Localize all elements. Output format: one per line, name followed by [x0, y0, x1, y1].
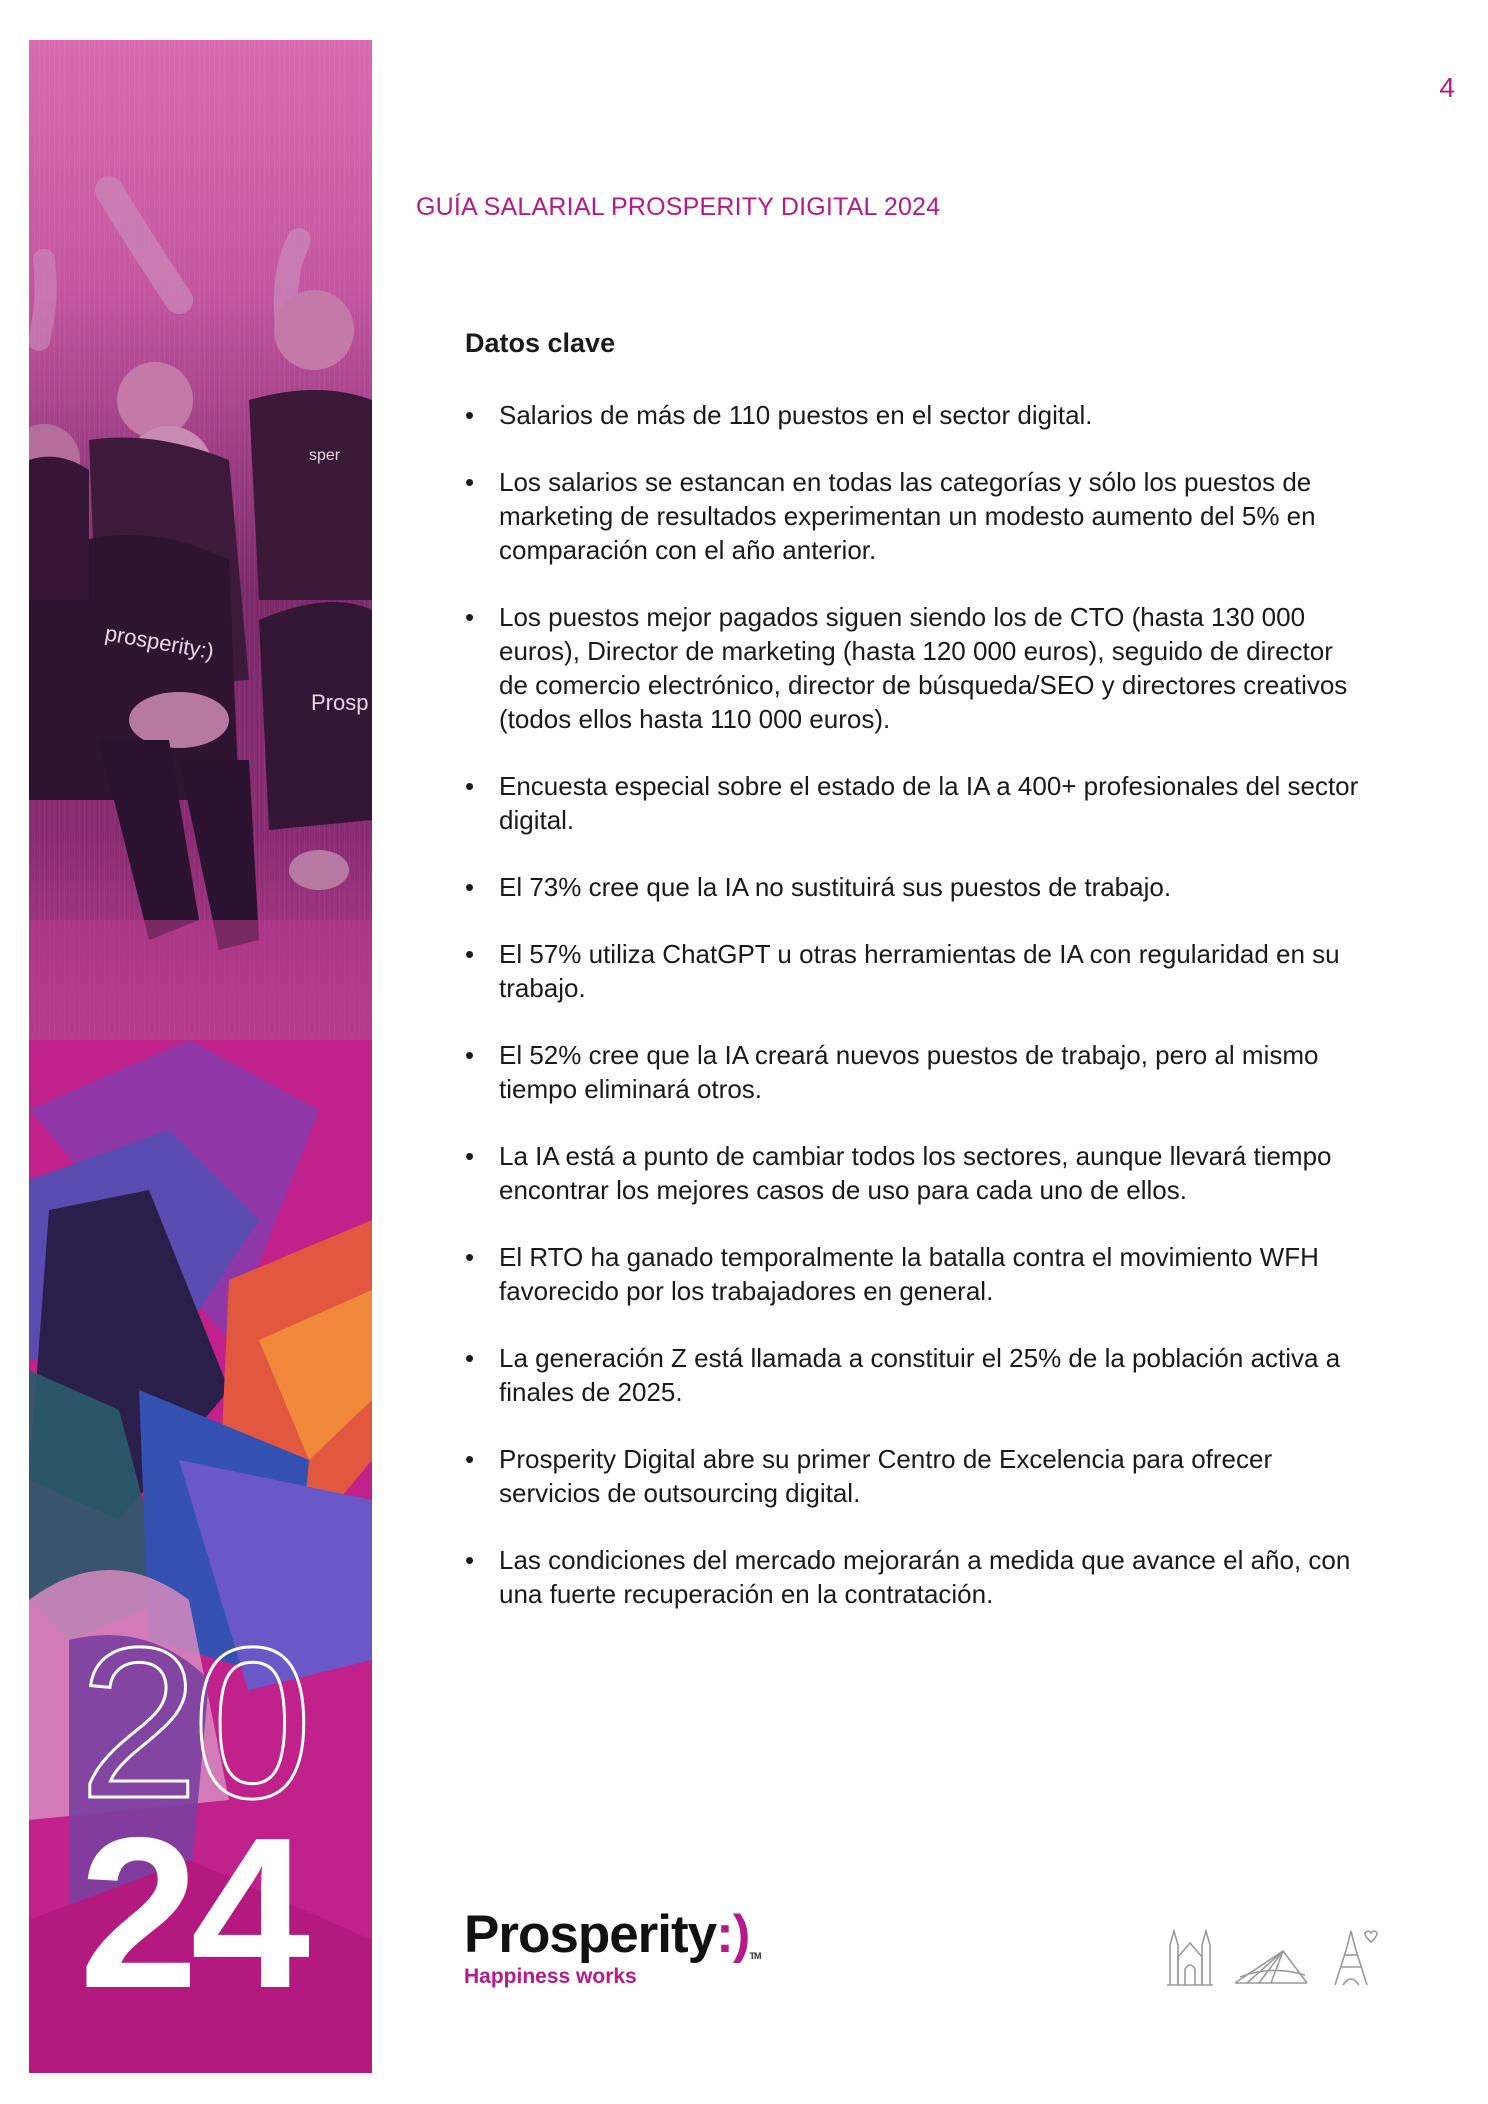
list-item	[465, 870, 1365, 904]
year-outline-20: 20	[79, 1602, 307, 1843]
eiffel-tower-icon	[1335, 1931, 1377, 1985]
list-item-text: Salarios de más de 110 puestos en el sector digital.	[499, 400, 1093, 430]
landmarks-strip	[1165, 1925, 1380, 1987]
bullet-icon: •	[465, 771, 475, 801]
year-solid-24: 24	[79, 1792, 303, 2033]
bullet-icon: •	[465, 1545, 475, 1575]
shirt-text: sper	[309, 447, 341, 464]
prosperity-logo	[464, 1905, 761, 1989]
team-photo	[29, 40, 372, 1040]
list-item-text: Las condiciones del mercado mejorarán a medida que avance el año, con una fuerte recuperación en la contratación.	[499, 1545, 1351, 1609]
logo-wordmark: Prosperity	[464, 1905, 717, 1964]
bullet-icon: •	[465, 872, 475, 902]
list-item	[465, 1543, 1365, 1611]
list-item	[465, 465, 1365, 567]
list-item-text: Los salarios se estancan en todas las categorías y sólo los puestos de marketing de resultados experimentan un modesto aumento del 5% en comparación con el año anterior.	[499, 467, 1316, 565]
bullet-icon: •	[465, 1343, 475, 1373]
shirt-text: Prosp	[311, 690, 369, 715]
list-item-text: El 73% cree que la IA no sustituirá sus puestos de trabajo.	[499, 872, 1172, 902]
list-item	[465, 1442, 1365, 1510]
list-item	[465, 1341, 1365, 1409]
section-heading: Datos clave	[465, 328, 616, 358]
list-item	[465, 1240, 1365, 1308]
bullet-icon: •	[465, 1040, 475, 1070]
logo-tagline: Happiness works	[464, 1965, 637, 1988]
list-item-text: El 52% cree que la IA creará nuevos puestos de trabajo, pero al mismo tiempo eliminará otros.	[499, 1040, 1319, 1104]
bridge-icon	[1235, 1951, 1307, 1983]
list-item	[465, 769, 1365, 837]
bullet-icon: •	[465, 939, 475, 969]
cathedral-icon	[1167, 1931, 1213, 1985]
list-item	[465, 1139, 1365, 1207]
bullet-icon: •	[465, 467, 475, 497]
team-photo-figures	[29, 40, 372, 1040]
list-item-text: La IA está a punto de cambiar todos los sectores, aunque llevará tiempo encontrar los mejores casos de uso para cada uno de ellos.	[499, 1141, 1332, 1205]
side-banner	[29, 40, 372, 2073]
list-item	[465, 1038, 1365, 1106]
key-facts-list	[465, 398, 1365, 1644]
logo-smile: :)	[716, 1905, 750, 1964]
list-item-text: El 57% utiliza ChatGPT u otras herramientas de IA con regularidad en su trabajo.	[499, 939, 1340, 1003]
list-item-text: El RTO ha ganado temporalmente la batalla contra el movimiento WFH favorecido por los trabajadores en general.	[499, 1242, 1319, 1306]
bullet-icon: •	[465, 1141, 475, 1171]
bullet-icon: •	[465, 602, 475, 632]
list-item	[465, 937, 1365, 1005]
list-item-text: Los puestos mejor pagados siguen siendo los de CTO (hasta 130 000 euros), Director de marketing (hasta 120 000 euros), seguido de director de comercio electrónico, director de búsqueda/SEO y directores creativos (todos ellos hasta 110 000 euros).	[499, 602, 1348, 734]
document-title: GUÍA SALARIAL PROSPERITY DIGITAL 2024	[416, 193, 941, 221]
bullet-icon: •	[465, 1444, 475, 1474]
logo-trademark: TM	[749, 1951, 761, 1961]
list-item-text: Encuesta especial sobre el estado de la IA a 400+ profesionales del sector digital.	[499, 771, 1359, 835]
list-item-text: La generación Z está llamada a constituir el 25% de la población activa a finales de 2025.	[499, 1343, 1341, 1407]
shirt-text: prosperity:)	[103, 620, 216, 665]
bullet-icon: •	[465, 400, 475, 430]
page-number: 4	[1439, 72, 1455, 103]
list-item	[465, 600, 1365, 736]
list-item-text: Prosperity Digital abre su primer Centro de Excelencia para ofrecer servicios de outsourcing digital.	[499, 1444, 1273, 1508]
list-item	[465, 398, 1365, 432]
bullet-icon: •	[465, 1242, 475, 1272]
